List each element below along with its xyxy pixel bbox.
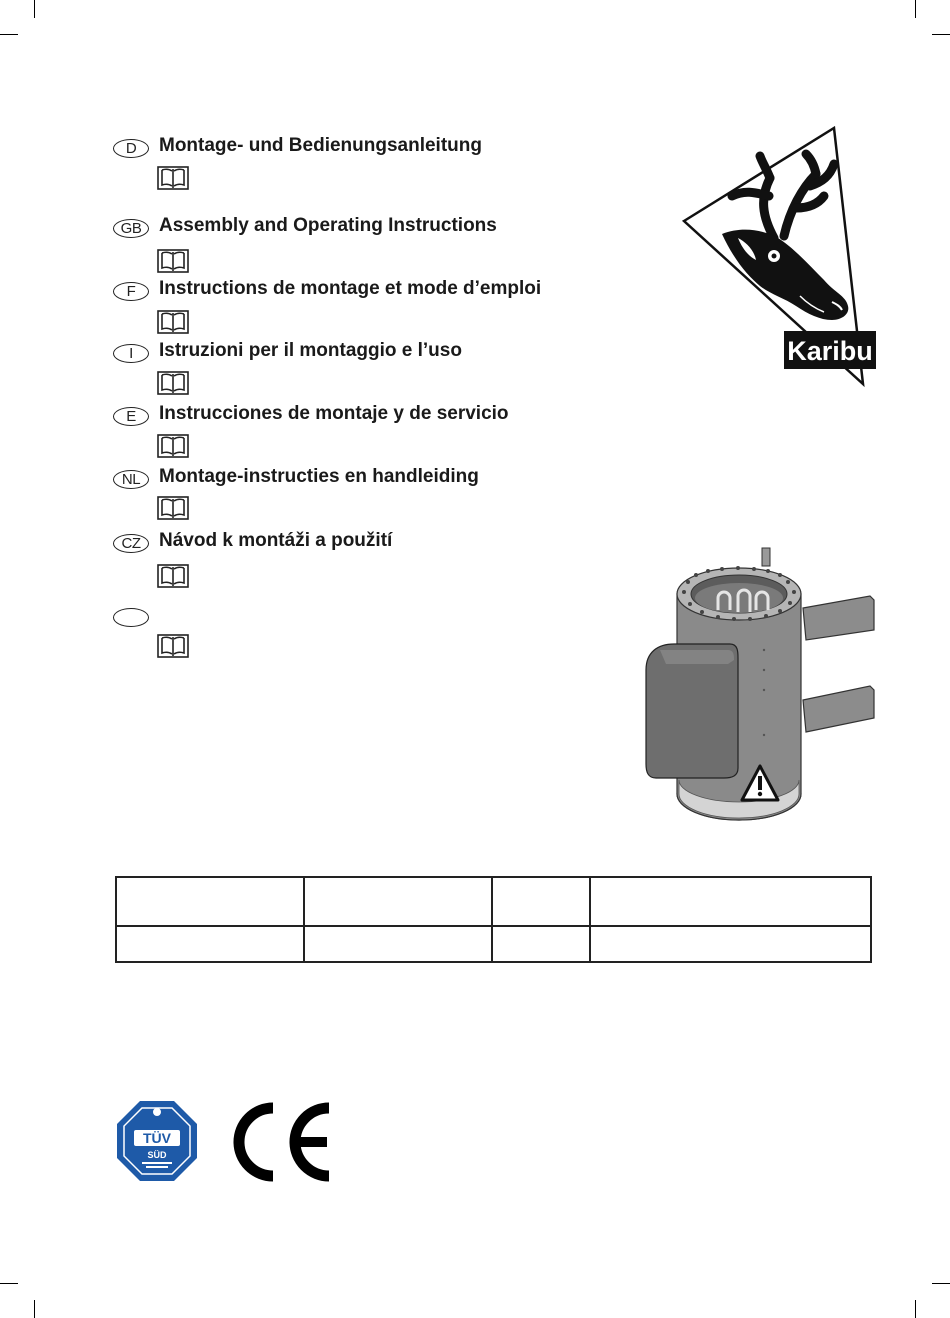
- language-code-badge: CZ: [113, 534, 149, 553]
- table-cell: [590, 877, 871, 926]
- manual-book-icon: [157, 166, 189, 190]
- crop-mark: [915, 1300, 916, 1318]
- manual-book-icon: [157, 564, 189, 588]
- info-table: [115, 876, 872, 963]
- language-code-badge: [113, 608, 149, 627]
- manual-book-icon: [157, 634, 189, 658]
- ce-mark: [225, 1102, 333, 1182]
- language-code-badge: NL: [113, 470, 149, 489]
- table-cell: [492, 877, 590, 926]
- sauna-heater-illustration: [638, 540, 888, 830]
- manual-book-icon: [157, 249, 189, 273]
- manual-book-icon: [157, 496, 189, 520]
- manual-book-icon: [157, 310, 189, 334]
- manual-book-icon: [157, 434, 189, 458]
- language-title: Montage- und Bedienungsanleitung: [159, 135, 482, 156]
- table-cell: [590, 926, 871, 962]
- crop-mark: [0, 1283, 18, 1284]
- crop-mark: [34, 1300, 35, 1318]
- language-code-badge: I: [113, 344, 149, 363]
- language-title: Návod k montáži a použití: [159, 530, 393, 551]
- tuv-word: TÜV: [143, 1130, 171, 1146]
- language-code-badge: E: [113, 407, 149, 426]
- table-cell: [492, 926, 590, 962]
- brand-name: Karibu: [784, 331, 876, 369]
- language-code-badge: D: [113, 139, 149, 158]
- crop-mark: [915, 0, 916, 18]
- manual-book-icon: [157, 371, 189, 395]
- crop-mark: [932, 34, 950, 35]
- table-cell: [304, 926, 492, 962]
- tuv-sud-certification-badge: [116, 1100, 198, 1182]
- language-title: Instructions de montage et mode d’emploi: [159, 278, 542, 299]
- crop-mark: [932, 1283, 950, 1284]
- tuv-sub: SÜD: [147, 1150, 167, 1160]
- crop-mark: [34, 0, 35, 18]
- table-cell: [116, 877, 304, 926]
- language-code-badge: F: [113, 282, 149, 301]
- language-code-badge: GB: [113, 219, 149, 238]
- crop-mark: [0, 34, 18, 35]
- language-title: Istruzioni per il montaggio e l’uso: [159, 340, 462, 361]
- language-title: Instrucciones de montaje y de servicio: [159, 403, 509, 424]
- table-cell: [116, 926, 304, 962]
- language-title: Assembly and Operating Instructions: [159, 215, 497, 236]
- language-title: Montage-instructies en handleiding: [159, 466, 479, 487]
- table-cell: [304, 877, 492, 926]
